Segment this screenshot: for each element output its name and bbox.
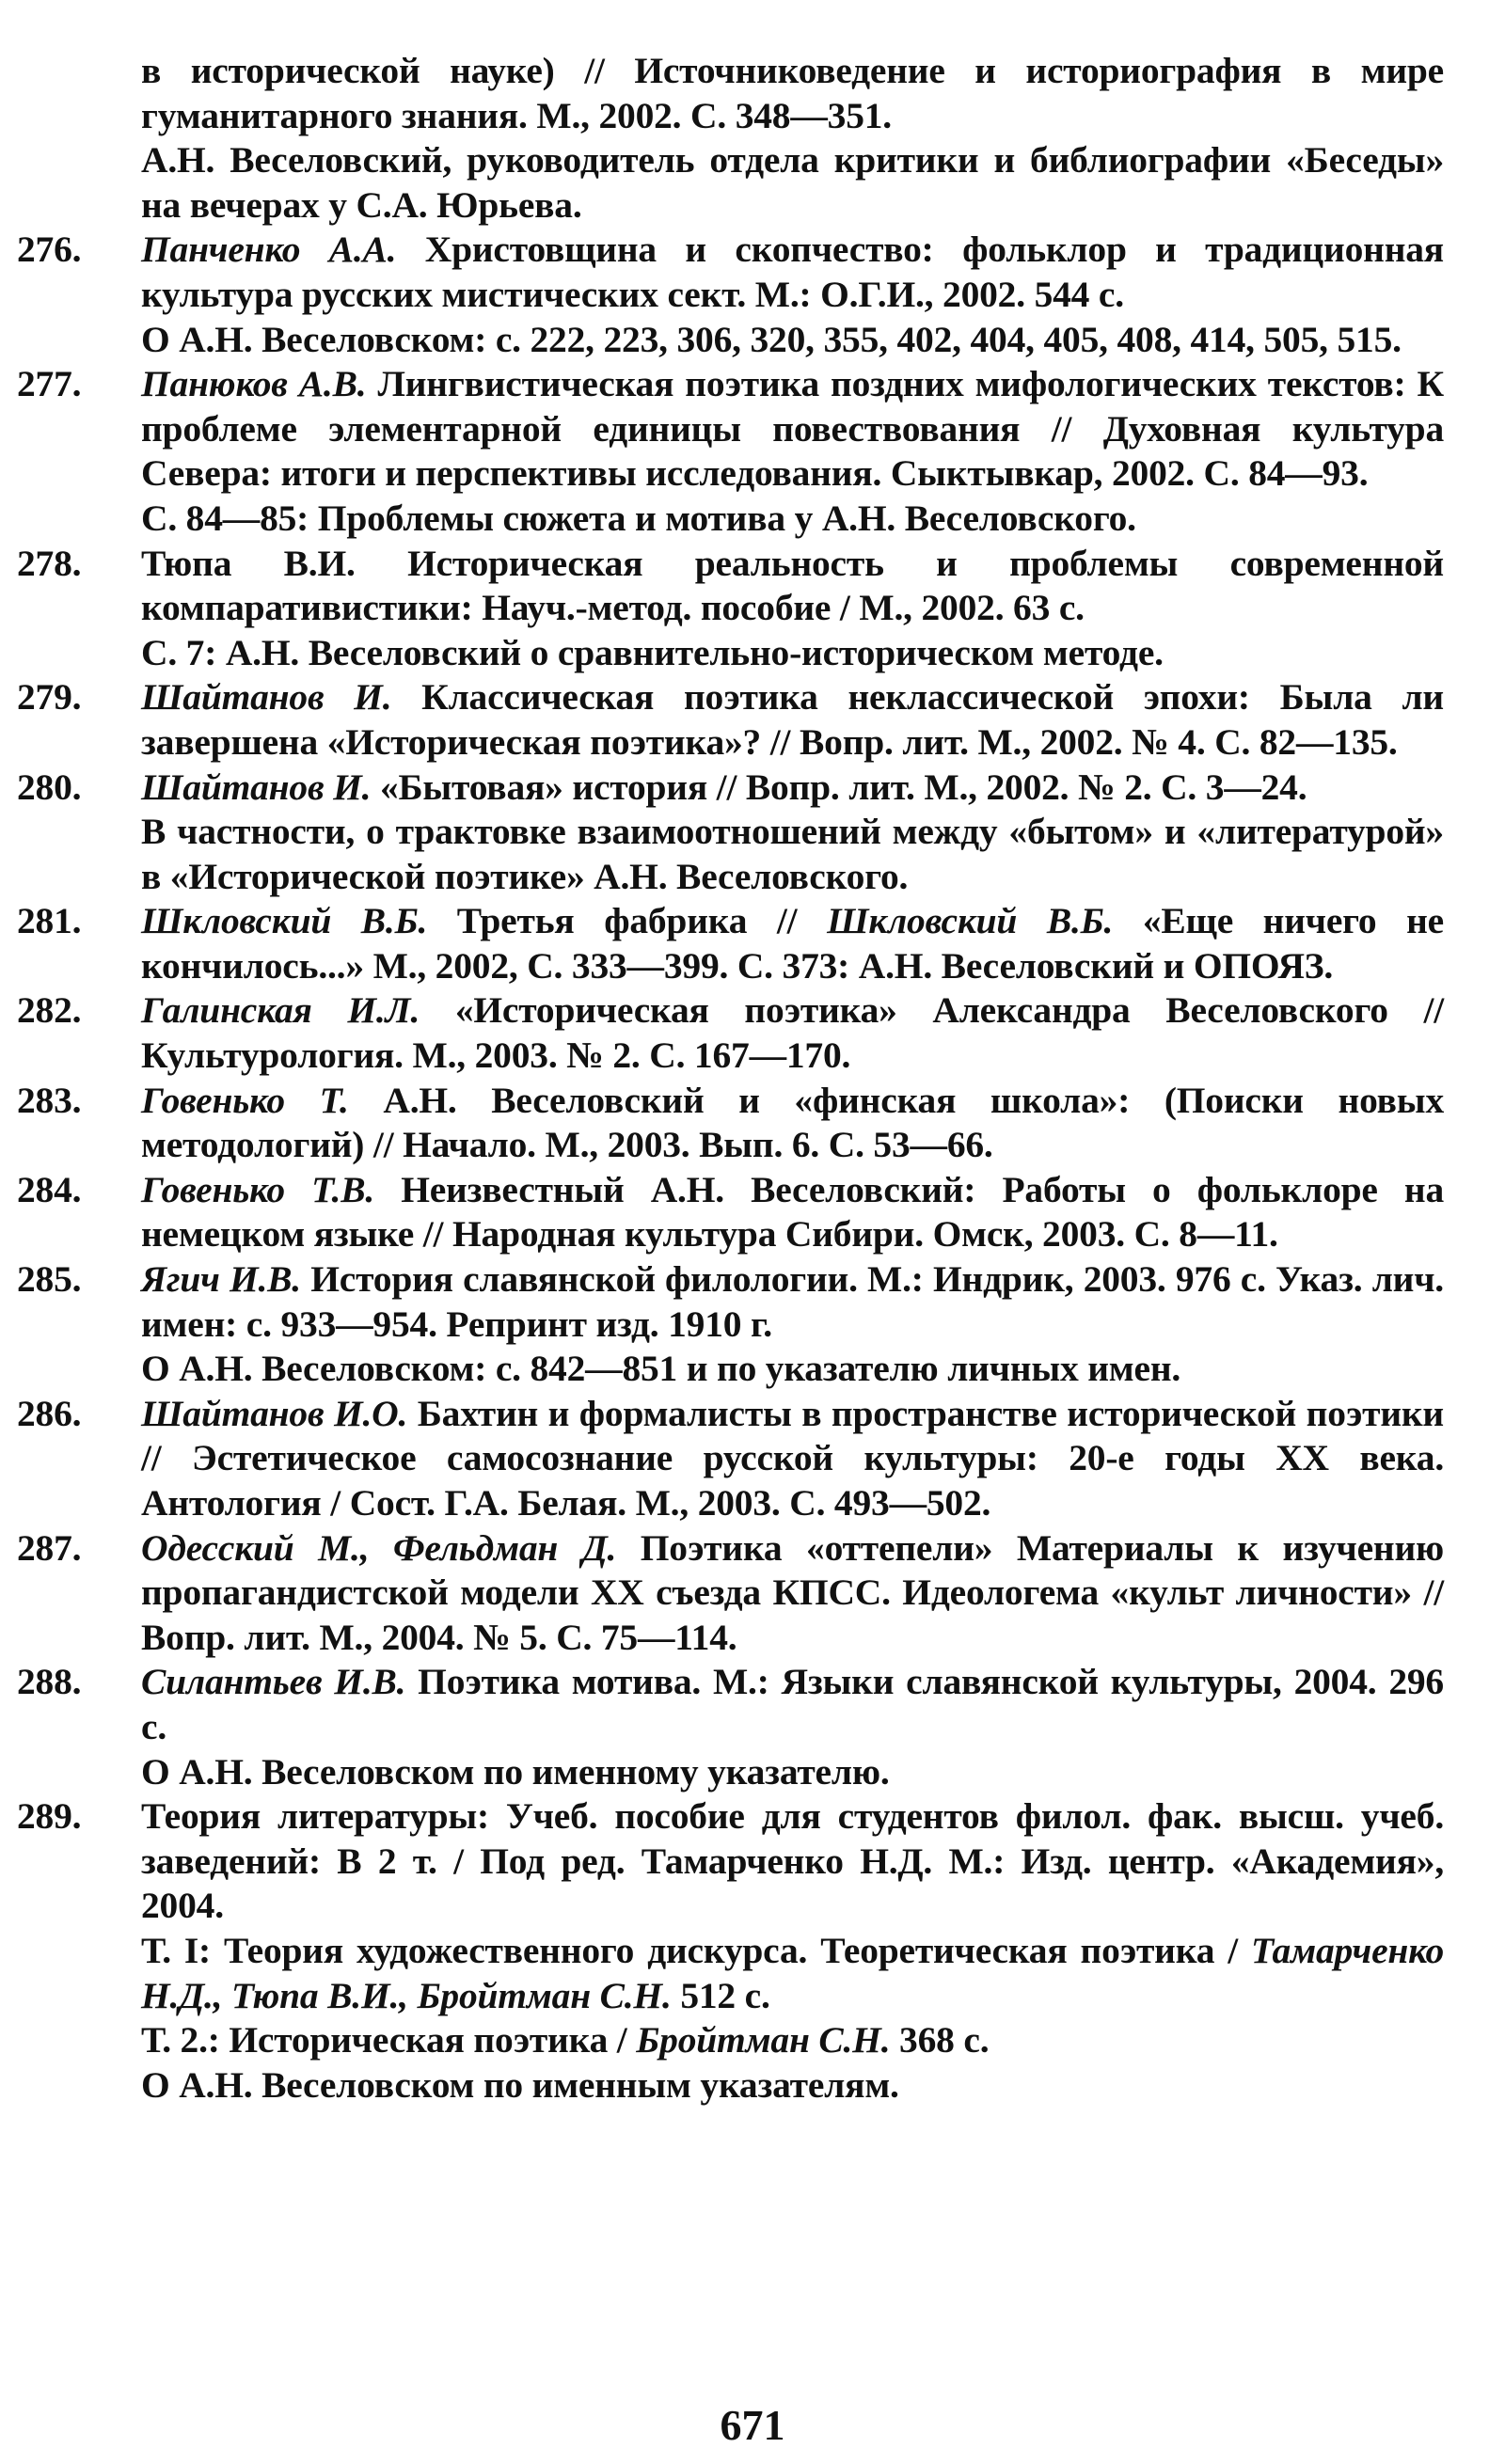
entry-note: С. 7: А.Н. Веселовский о сравнительно-историческом методе. bbox=[141, 631, 1164, 673]
volume-1-authors: Тамарченко Н.Д., Тюпа В.И., Бройтман С.Н. bbox=[141, 1929, 1444, 2016]
entry-note: О А.Н. Веселовском: с. 222, 223, 306, 320, 355, 402, 404, 405, 408, 414, 505, 515. bbox=[141, 318, 1402, 360]
entry-author: Шкловский В.Б. bbox=[141, 900, 428, 942]
entry-author: Шайтанов И. bbox=[141, 766, 372, 808]
entry-note: О А.Н. Веселовском по именному указателю. bbox=[141, 1750, 890, 1793]
bibliography-entry bbox=[17, 1168, 1444, 1257]
entry-author: Говенько Т.В. bbox=[141, 1168, 375, 1210]
entry-author: Шкловский В.Б. bbox=[827, 900, 1114, 942]
entry-number: 278. bbox=[17, 542, 82, 584]
bibliography-entry bbox=[17, 1794, 1444, 2108]
bibliography-entry bbox=[17, 542, 1444, 676]
volume-2-author: Бройтман С.Н. bbox=[636, 2019, 891, 2061]
bibliography-entry bbox=[17, 1257, 1444, 1392]
entry-text: История славянской филологии. М.: Индрик, 2003. 976 с. Указ. лич. имен: с. 933—954. Репринт изд. 1910 г. bbox=[141, 1258, 1444, 1345]
bibliography-entry bbox=[17, 362, 1444, 541]
entry-author: Панюков А.В. bbox=[141, 363, 367, 405]
bibliography-text bbox=[17, 49, 1445, 2108]
bibliography-entry bbox=[17, 766, 1444, 900]
entry-text: Неизвестный А.Н. Веселовский: Работы о фольклоре на немецком языке // Народная культура Сибири. Омск, 2003. С. 8—11. bbox=[141, 1168, 1444, 1256]
bibliography-entry bbox=[17, 988, 1445, 1078]
bibliography-entry bbox=[17, 1079, 1444, 1168]
continued-entry-text: в исторической науке) // Источниковедение и историография в мире гуманитарного знания. М., 2002. С. 348—351. bbox=[141, 50, 1444, 136]
entry-author: Шайтанов И. bbox=[141, 676, 392, 719]
entry-text: Христовщина и скопчество: фольклор и традиционная культура русских мистических сект. М.: О.Г.И., 2002. 544 с. bbox=[141, 229, 1444, 315]
volume-1-pages: 512 с. bbox=[671, 1974, 770, 2016]
entry-note: С. 84—85: Проблемы сюжета и мотива у А.Н. Веселовского. bbox=[141, 497, 1136, 539]
entry-number: 286. bbox=[17, 1392, 82, 1434]
entry-number: 283. bbox=[17, 1079, 82, 1121]
entry-author: Говенько Т. bbox=[141, 1079, 349, 1121]
bibliography-entry bbox=[17, 899, 1444, 988]
entry-text: А.Н. Веселовский и «финская школа»: (Поиски новых методологий) // Начало. М., 2003. Вып. 6. С. 53—66. bbox=[141, 1079, 1444, 1166]
volume-2-text: Т. 2.: Историческая поэтика / bbox=[141, 2019, 637, 2061]
entry-number: 279. bbox=[17, 676, 82, 719]
entry-number: 285. bbox=[17, 1258, 82, 1301]
entry-number: 280. bbox=[17, 766, 82, 808]
entry-text: «Еще ничего не кончилось...» М., 2002, С. 333—399. С. 373: А.Н. Веселовский и ОПОЯЗ. bbox=[141, 900, 1444, 987]
bibliography-entry bbox=[17, 1660, 1444, 1794]
entry-number: 289. bbox=[17, 1795, 82, 1838]
volume-2-pages: 368 с. bbox=[890, 2019, 990, 2061]
entry-note: О А.Н. Веселовском по именным указателям. bbox=[141, 2063, 899, 2106]
entry-text: Теория литературы: Учеб. пособие для студентов филол. фак. высш. учеб. заведений: В 2 т. / Под ред. Тамарченко Н.Д. М.: Изд. центр. «Академия», 2004. bbox=[141, 1795, 1444, 1927]
entry-number: 276. bbox=[17, 229, 82, 271]
entry-number: 282. bbox=[17, 989, 82, 1032]
entry-text: Поэтика «оттепели» Материалы к изучению пропагандистской модели XX съезда КПСС. Идеологема «культ личности» // Вопр. лит. М., 2004. № 5. С. 75—114. bbox=[141, 1526, 1445, 1658]
entry-text: Третья фабрика // bbox=[427, 900, 828, 942]
volume-1-text: Т. I: Теория художественного дискурса. Теоретическая поэтика / bbox=[141, 1929, 1252, 1971]
entry-author: Панченко А.А. bbox=[141, 229, 397, 271]
entry-text: Бахтин и формалисты в пространстве исторической поэтики // Эстетическое самосознание русской культуры: 20-е годы XX века. Антология / Сост. Г.А. Белая. М., 2003. С. 493—502. bbox=[141, 1392, 1444, 1524]
entry-text: «Бытовая» история // Вопр. лит. М., 2002. № 2. С. 3—24. bbox=[371, 766, 1307, 808]
entry-number: 287. bbox=[17, 1526, 82, 1569]
entry-number: 284. bbox=[17, 1168, 82, 1210]
entry-author: Силантьев И.В. bbox=[141, 1661, 406, 1703]
entry-text: Классическая поэтика неклассической эпохи: Была ли завершена «Историческая поэтика»? // Вопр. лит. М., 2002. № 4. С. 82—135. bbox=[141, 676, 1444, 763]
bibliography-entry bbox=[17, 228, 1444, 362]
entry-author: Шайтанов И.О. bbox=[141, 1392, 408, 1434]
bibliography-entry bbox=[17, 675, 1444, 765]
entry-note-volume-1 bbox=[141, 1929, 1444, 2018]
entry-author: Галинская И.Л. bbox=[141, 989, 420, 1032]
entry-text: «Историческая поэтика» Александра Веселовского // Культурология. М., 2003. № 2. С. 167—170. bbox=[141, 989, 1445, 1077]
entry-author: Одесский М., Фельдман Д. bbox=[141, 1526, 617, 1569]
entry-note-volume-2 bbox=[141, 2018, 1444, 2063]
entry-number: 281. bbox=[17, 900, 82, 942]
bibliography-entry bbox=[17, 1392, 1444, 1526]
entry-note: О А.Н. Веселовском: с. 842—851 и по указателю личных имен. bbox=[141, 1348, 1181, 1390]
entry-text: Лингвистическая поэтика поздних мифологических текстов: К проблеме элементарной единицы повествования // Духовная культура Севера: итоги и перспективы исследования. Сыктывкар, 2002. С. 84—93. bbox=[141, 363, 1444, 495]
entry-number: 288. bbox=[17, 1661, 82, 1703]
page-number: 671 bbox=[720, 2401, 785, 2449]
entry-number: 277. bbox=[17, 363, 82, 405]
entry-note: В частности, о трактовке взаимоотношений между «бытом» и «литературой» в «Исторической поэтике» А.Н. Веселовского. bbox=[141, 811, 1444, 897]
entry-text: Тюпа В.И. Историческая реальность и проблемы современной компаративистики: Науч.-метод. пособие / М., 2002. 63 с. bbox=[141, 542, 1444, 629]
entry-text: Поэтика мотива. М.: Языки славянской культуры, 2004. 296 с. bbox=[141, 1661, 1444, 1747]
continued-entry-note: А.Н. Веселовский, руководитель отдела критики и библиографии «Беседы» на вечерах у С.А. Юрьева. bbox=[141, 139, 1444, 226]
bibliography-entry bbox=[17, 1526, 1445, 1661]
entry-author: Ягич И.В. bbox=[141, 1258, 301, 1301]
